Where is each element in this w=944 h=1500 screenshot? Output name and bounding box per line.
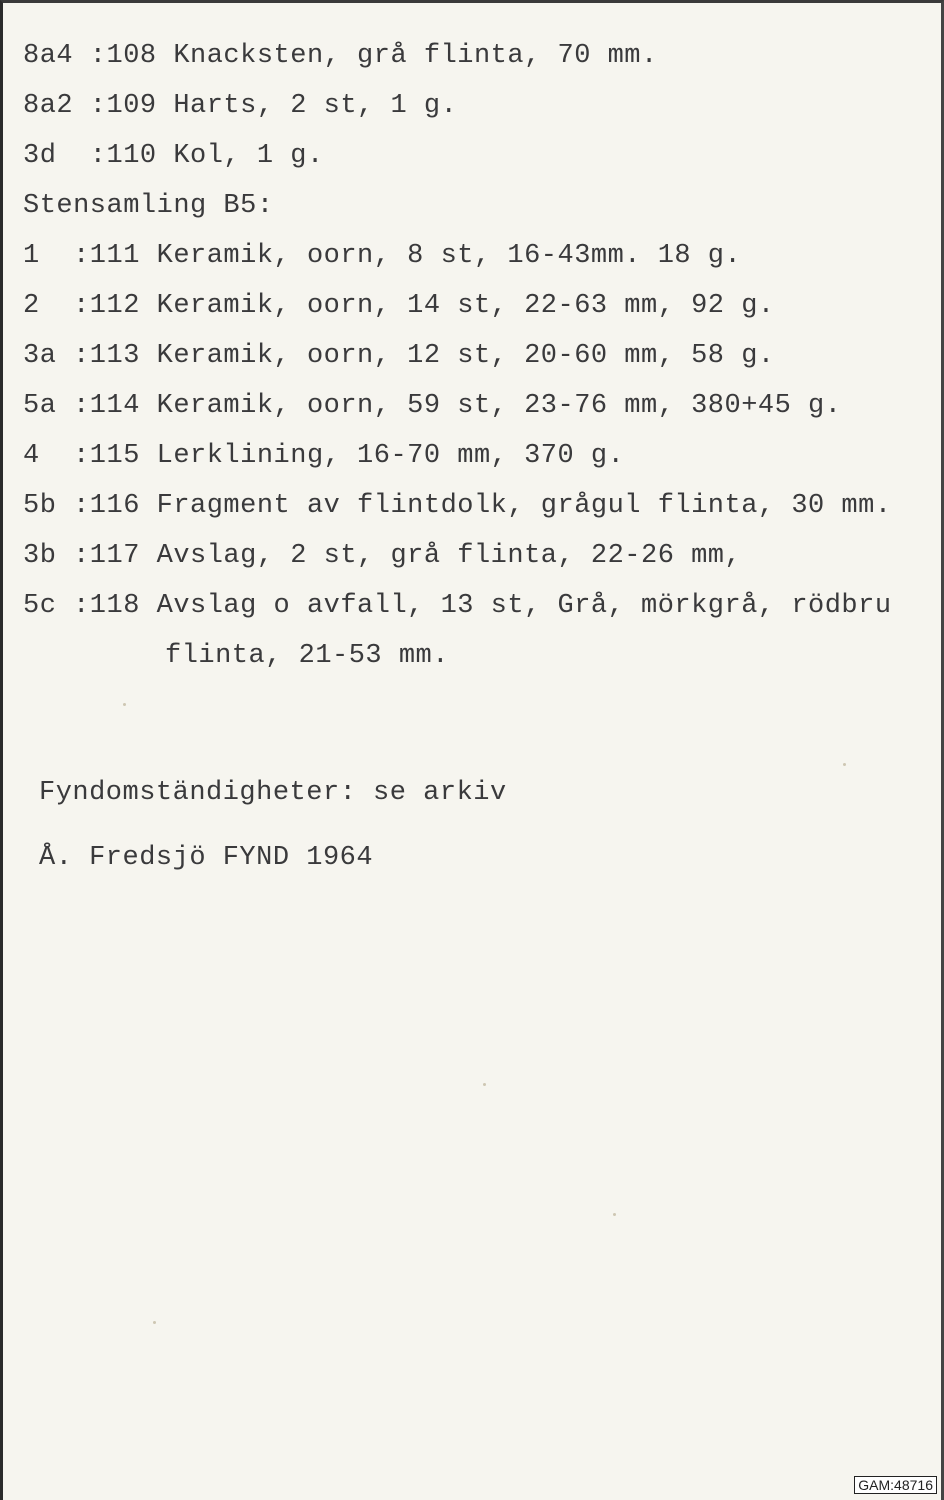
entry-117 xyxy=(23,536,741,576)
entry-116 xyxy=(23,486,892,526)
entry-text: Harts, 2 st, 1 g. xyxy=(173,91,458,121)
entry-text: Keramik, oorn, 59 st, 23-76 mm, 380+45 g. xyxy=(156,391,842,421)
paper-speck xyxy=(153,1321,156,1324)
entry-111 xyxy=(23,236,741,276)
paper-speck xyxy=(843,763,846,766)
signature-line: Å. Fredsjö FYND 1964 xyxy=(39,843,374,873)
entry-118 xyxy=(23,586,892,626)
paper-speck xyxy=(613,1213,616,1216)
entry-text: Keramik, oorn, 12 st, 20-60 mm, 58 g. xyxy=(156,341,775,371)
entry-prefix: 3a :113 xyxy=(23,341,140,371)
entry-text: Keramik, oorn, 14 st, 22-63 mm, 92 g. xyxy=(156,291,775,321)
entry-118-continuation: flinta, 21-53 mm. xyxy=(165,641,449,671)
entry-112 xyxy=(23,286,775,326)
entry-text: Fragment av flintdolk, grågul flinta, 30 mm. xyxy=(156,491,892,521)
entry-prefix: 1 :111 xyxy=(23,241,140,271)
entry-110 xyxy=(23,136,324,176)
entry-prefix: 5b :116 xyxy=(23,491,140,521)
entry-prefix: 2 :112 xyxy=(23,291,140,321)
section-heading-text: Stensamling B5: xyxy=(23,191,274,221)
entry-text: Kol, 1 g. xyxy=(173,141,324,171)
entry-text: Avslag, 2 st, grå flinta, 22-26 mm, xyxy=(156,541,742,571)
section-heading-stensamling xyxy=(23,186,274,226)
entry-109 xyxy=(23,86,457,126)
entry-text: Lerklining, 16-70 mm, 370 g. xyxy=(156,441,625,471)
entry-prefix: 8a2 :109 xyxy=(23,91,157,121)
entry-prefix: 5a :114 xyxy=(23,391,140,421)
paper-speck xyxy=(123,703,126,706)
entry-prefix: 3d :110 xyxy=(23,141,157,171)
entry-prefix: 5c :118 xyxy=(23,591,140,621)
entry-prefix: 4 :115 xyxy=(23,441,140,471)
entry-prefix: 8a4 :108 xyxy=(23,41,157,71)
entry-prefix: 3b :117 xyxy=(23,541,140,571)
entry-108 xyxy=(23,36,658,76)
entry-113 xyxy=(23,336,775,376)
entry-text: Avslag o avfall, 13 st, Grå, mörkgrå, rödbru xyxy=(156,591,892,621)
findings-note: Fyndomständigheter: se arkiv xyxy=(39,778,507,808)
entry-115 xyxy=(23,436,624,476)
entry-text: Knacksten, grå flinta, 70 mm. xyxy=(173,41,658,71)
entry-text: Keramik, oorn, 8 st, 16-43mm. 18 g. xyxy=(156,241,742,271)
entry-114 xyxy=(23,386,841,426)
catalog-number-label: GAM:48716 xyxy=(854,1476,937,1494)
paper-speck xyxy=(483,1083,486,1086)
